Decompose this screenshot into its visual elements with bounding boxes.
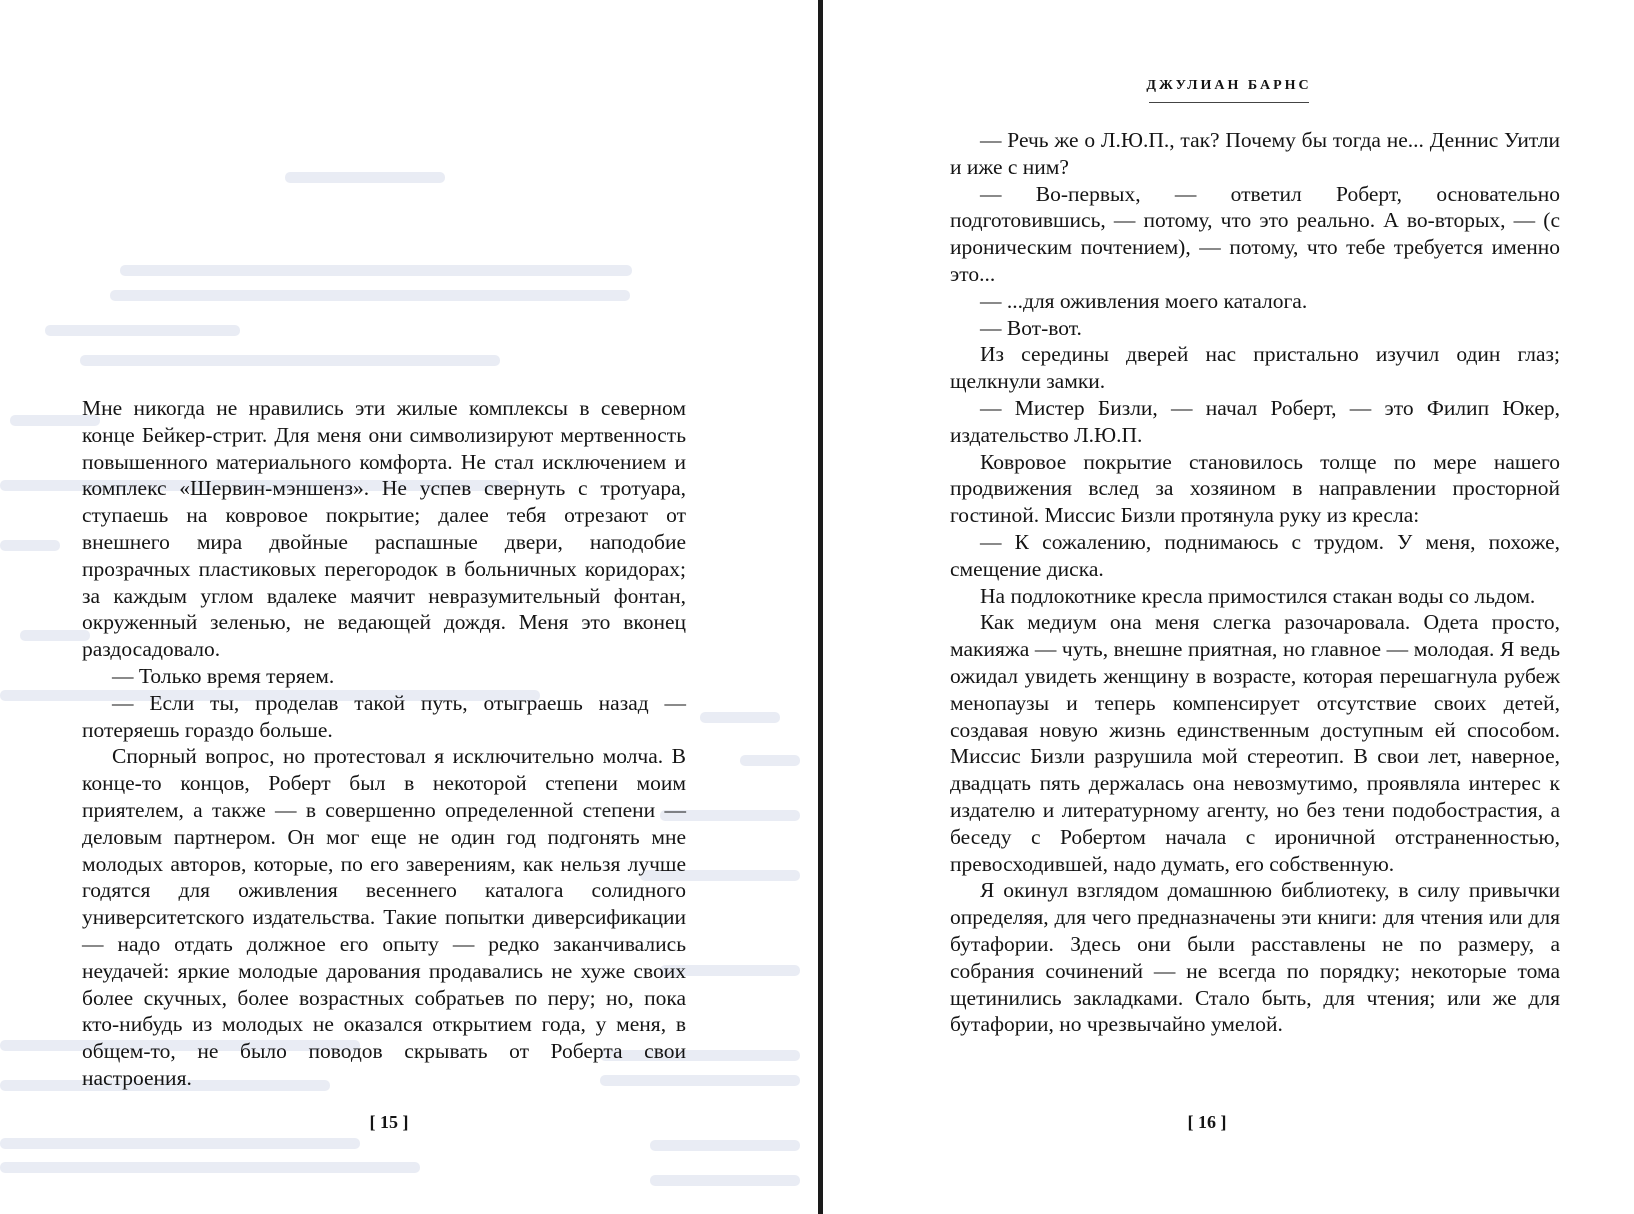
running-head-rule: [1149, 102, 1309, 103]
dialogue-line: — Только время теряем.: [112, 663, 335, 688]
paragraph: Ковровое покрытие становилось толще по мере нашего продвижения вслед за хозяином в направлении просторной гостиной. Миссис Бизли протянула руку из кресла:: [950, 449, 1560, 528]
dialogue-line: — Мистер Бизли, — начал Роберт, — это Филип Юкер, издательство Л.Ю.П.: [950, 395, 1560, 447]
page-number: [ 16 ]: [1187, 1112, 1227, 1132]
paragraph: Как медиум она меня слегка разочаровала. Одета просто, макияжа — чуть, внешне приятная, но главное — молодая. Я ведь ожидал увидеть женщину в возрасте, которая перешагнула рубеж менопаузы и теперь компенсирует отсутствие своих детей, создавая новую жизнь единственным доступным ей способом. Миссис Бизли разрушила мой стереотип. В свои лет, наверное, двадцать пять держалась она невозмутимо, проявляла интерес к издателю и литературному агенту, но без тени подобострастия, а беседу с Робертом начала с ироничной отстраненностью, превосходившей, надо думать, его собственную.: [950, 610, 1560, 876]
paragraph: Из середины дверей нас пристально изучил один глаз; щелкнули замки.: [950, 342, 1560, 394]
page-number: [ 15 ]: [369, 1112, 409, 1132]
right-page-body: [950, 127, 1560, 1038]
paragraph: Спорный вопрос, но протестовал я исключительно молча. В конце-то концов, Роберт был в некоторой степени моим приятелем, а также — в совершенно определенной степени — деловым партнером. Он мог еще не один год подгонять мне молодых авторов, которые, по его заверениям, как нельзя лучше годятся для оживления весеннего каталога солидного университетского издательства. Такие попытки диверсификации — надо отдать должное его опыту — редко заканчивались неудачей: яркие молодые дарования продавались не хуже своих более скучных, более возрастных собратьев по перу; но, пока кто-нибудь из молодых не оказался открытием года, у меня, в общем-то, не было поводов скрывать от Роберта свои настроения.: [82, 744, 686, 1090]
dialogue-line: — Вот-вот.: [980, 315, 1082, 340]
paragraph: Я окинул взглядом домашнюю библиотеку, в силу привычки определяя, для чего предназначены эти книги: для чтения или для бутафории. Здесь они были расставлены не по размеру, а собрания сочинений — не всегда по порядку; некоторые тома щетинились закладками. Стало быть, для чтения; или же для бутафории, но чрезвычайно умелой.: [950, 878, 1560, 1037]
running-head-title: ДЖУЛИАН БАРНС: [1146, 78, 1312, 93]
right-page: [824, 0, 1634, 1214]
dialogue-line: — Во-первых, — ответил Роберт, основательно подготовившись, — потому, что это реально. А во-вторых, — (с ироническим почтением), — потому, что тебе требуется именно это...: [950, 181, 1560, 286]
paragraph: Мне никогда не нравились эти жилые комплексы в северном конце Бейкер-стрит. Для меня они символизируют мертвенность повышенного материального комфорта. Не стал исключением и комплекс «Шервин-мэншенз». Не успев свернуть с тротуара, ступаешь на ковровое покрытие; далее тебя отрезают от внешнего мира двойные распашные двери, наподобие прозрачных пластиковых перегородок в больничных коридорах; за каждым углом вдалеке маячит невразумительный фонтан, окруженный зеленью, не ведающей дождя. Меня это вконец раздосадовало.: [82, 396, 686, 662]
running-head: [824, 78, 1634, 103]
dialogue-line: — Если ты, проделав такой путь, отыграешь назад — потеряешь гораздо больше.: [82, 690, 686, 742]
dialogue-line: — Речь же о Л.Ю.П., так? Почему бы тогда не... Деннис Уитли и иже с ним?: [950, 128, 1560, 179]
paragraph: На подлокотнике кресла примостился стакан воды со льдом.: [980, 583, 1536, 608]
book-spine: [818, 0, 823, 1214]
left-page-body: [82, 395, 686, 1092]
dialogue-line: — ...для оживления моего каталога.: [980, 288, 1308, 313]
dialogue-line: — К сожалению, поднимаюсь с трудом. У меня, похоже, смещение диска.: [950, 529, 1560, 581]
